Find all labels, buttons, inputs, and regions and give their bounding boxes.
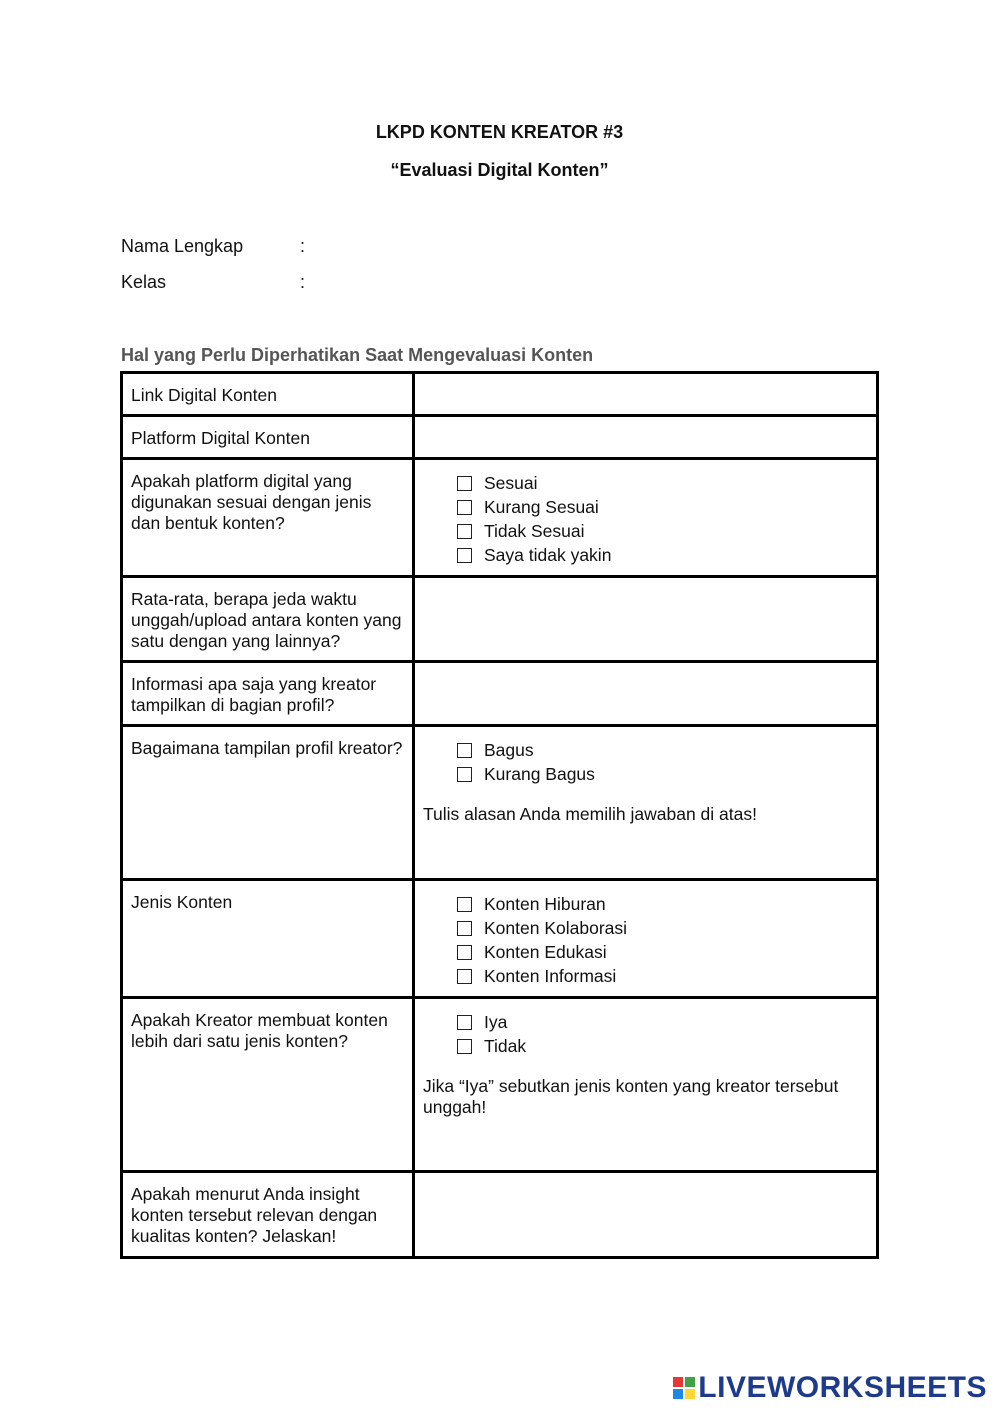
checkbox[interactable] <box>457 969 472 984</box>
checkbox[interactable] <box>457 500 472 515</box>
answer-cell <box>414 726 878 880</box>
option-label: Iya <box>484 1011 508 1032</box>
answer-cell <box>414 880 878 998</box>
question-cell: Bagaimana tampilan profil kreator? <box>122 726 414 880</box>
evaluation-table <box>120 371 879 1259</box>
answer-cell[interactable] <box>414 577 878 662</box>
name-label: Nama Lengkap <box>121 236 244 256</box>
liveworksheets-logo <box>673 1371 987 1405</box>
checkbox[interactable] <box>457 1015 472 1030</box>
question-cell: Apakah platform digital yang digunakan sesuai dengan jenis dan bentuk konten? <box>122 459 414 577</box>
option-label: Saya tidak yakin <box>484 544 612 565</box>
table-row <box>122 880 878 998</box>
option-label: Bagus <box>484 739 534 760</box>
checkbox[interactable] <box>457 548 472 563</box>
question-cell: Rata-rata, berapa jeda waktu unggah/upload antara konten yang satu dengan yang lainnya? <box>122 577 414 662</box>
table-row <box>122 416 878 459</box>
table-row <box>122 1172 878 1258</box>
answer-cell <box>414 998 878 1172</box>
class-colon: : <box>300 272 306 292</box>
option-item[interactable] <box>457 1010 868 1034</box>
option-label: Kurang Sesuai <box>484 496 599 517</box>
options-list <box>423 471 868 567</box>
question-cell: Apakah Kreator membuat konten lebih dari satu jenis konten? <box>122 998 414 1172</box>
option-label: Kurang Bagus <box>484 763 595 784</box>
option-label: Konten Hiburan <box>484 893 606 914</box>
option-label: Konten Edukasi <box>484 941 607 962</box>
option-item[interactable] <box>457 543 868 567</box>
option-item[interactable] <box>457 495 868 519</box>
option-item[interactable] <box>457 940 868 964</box>
options-list <box>423 738 868 786</box>
logo-icon <box>673 1377 695 1399</box>
options-list <box>423 1010 868 1058</box>
options-list <box>423 892 868 988</box>
worksheet-title: LKPD KONTEN KREATOR #3 <box>375 122 624 142</box>
option-item[interactable] <box>457 471 868 495</box>
checkbox[interactable] <box>457 945 472 960</box>
logo-square <box>685 1377 695 1387</box>
option-item[interactable] <box>457 1034 868 1058</box>
option-item[interactable] <box>457 964 868 988</box>
question-cell: Jenis Konten <box>122 880 414 998</box>
option-label: Konten Kolaborasi <box>484 917 628 938</box>
table-row <box>122 726 878 880</box>
class-label: Kelas <box>121 272 167 292</box>
logo-text: LIVEWORKSHEETS <box>698 1371 987 1404</box>
question-cell: Informasi apa saja yang kreator tampilkan di bagian profil? <box>122 662 414 726</box>
option-item[interactable] <box>457 762 868 786</box>
checkbox[interactable] <box>457 743 472 758</box>
table-row <box>122 998 878 1172</box>
question-cell: Apakah menurut Anda insight konten tersebut relevan dengan kualitas konten? Jelaskan! <box>122 1172 414 1258</box>
option-item[interactable] <box>457 738 868 762</box>
section-heading: Hal yang Perlu Diperhatikan Saat Mengevaluasi Konten <box>121 345 594 365</box>
option-label: Konten Informasi <box>484 965 617 986</box>
instruction-note: Tulis alasan Anda memilih jawaban di atas! <box>423 804 757 824</box>
option-label: Tidak <box>484 1035 527 1056</box>
logo-square <box>673 1389 683 1399</box>
checkbox[interactable] <box>457 897 472 912</box>
question-cell: Platform Digital Konten <box>122 416 414 459</box>
option-item[interactable] <box>457 916 868 940</box>
option-item[interactable] <box>457 519 868 543</box>
checkbox[interactable] <box>457 524 472 539</box>
answer-cell[interactable] <box>414 1172 878 1258</box>
logo-square <box>685 1389 695 1399</box>
option-label: Sesuai <box>484 472 538 493</box>
instruction-note: Jika “Iya” sebutkan jenis konten yang kreator tersebut unggah! <box>423 1076 839 1117</box>
checkbox[interactable] <box>457 921 472 936</box>
table-row <box>122 459 878 577</box>
answer-cell[interactable] <box>414 416 878 459</box>
table-row <box>122 373 878 416</box>
logo-square <box>673 1377 683 1387</box>
checkbox[interactable] <box>457 767 472 782</box>
checkbox[interactable] <box>457 476 472 491</box>
answer-cell[interactable] <box>414 373 878 416</box>
option-label: Tidak Sesuai <box>484 520 585 541</box>
table-row <box>122 577 878 662</box>
table-row <box>122 662 878 726</box>
answer-cell[interactable] <box>414 662 878 726</box>
name-colon: : <box>300 236 306 256</box>
option-item[interactable] <box>457 892 868 916</box>
answer-cell <box>414 459 878 577</box>
checkbox[interactable] <box>457 1039 472 1054</box>
question-cell: Link Digital Konten <box>122 373 414 416</box>
worksheet-subtitle: “Evaluasi Digital Konten” <box>390 160 609 180</box>
